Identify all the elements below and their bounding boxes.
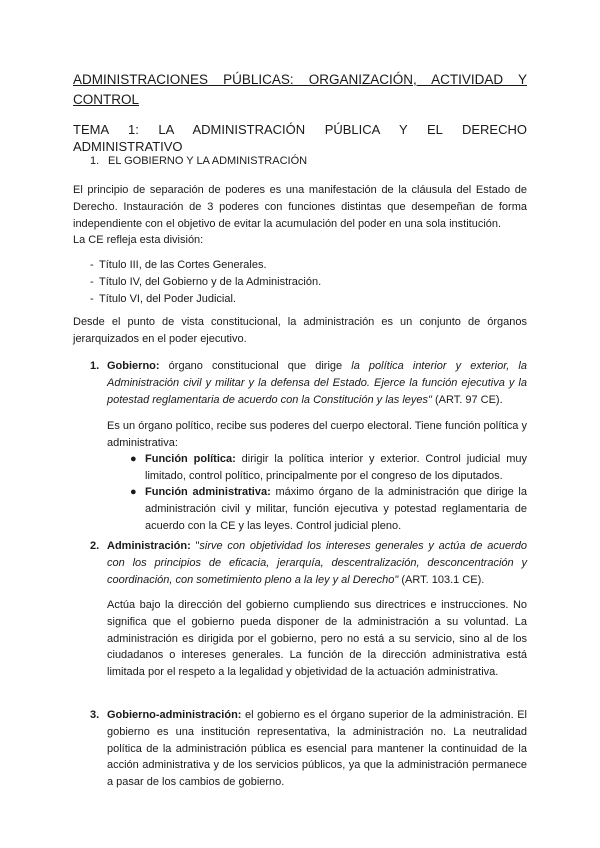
item-gobierno — [90, 358, 527, 408]
bullet-label: Función política: — [145, 453, 236, 465]
item-ref: (ART. 103.1 CE). — [398, 573, 485, 586]
bullet-text: máximo órgano de la administración que dirige la administración civil y militar, función ejecutiva y potestad reglamentaria de acuerdo con la CE y las leyes. Control judicial pleno. — [145, 486, 527, 532]
item-text: el gobierno es el órgano superior de la administración. El gobierno es una institución representativa, la administración no. La neutralidad política de la administración pública es esencial para mantener la continuidad de la acción administrativa y de los servicios públicos, ya que la administración permanece a pasar de los cambios de gobierno. — [107, 709, 527, 789]
section-heading — [90, 153, 544, 170]
item-quote: sirve con objetividad los intereses generales y actúa de acuerdo con los principios de eficacia, jerarquía, descentralización, desconcentración y coordinación, con sometimiento pleno a la ley y al Derecho" — [107, 540, 527, 586]
list-item: - Título VI, del Poder Judicial. — [73, 291, 527, 308]
bullet-funcion-administrativa — [130, 484, 527, 534]
item-label: Gobierno: — [107, 360, 160, 372]
section-number: 1. — [90, 155, 100, 167]
tema-heading: TEMA 1: LA ADMINISTRACIÓN PÚBLICA Y EL DERECHO ADMINISTRATIVO — [73, 122, 527, 154]
item-gobierno-administracion — [90, 707, 527, 791]
bullet-icon: ● — [130, 453, 137, 465]
intro-paragraph-2: La CE refleja esta división: — [73, 234, 204, 246]
section-title: EL GOBIERNO Y LA ADMINISTRACIÓN — [108, 155, 308, 167]
item-number: 1. — [90, 360, 100, 372]
desde-paragraph: Desde el punto de vista constitucional, la administración es un conjunto de órganos jerarquizados en el poder ejecutivo. — [73, 316, 527, 345]
bullet-icon: ● — [130, 486, 137, 498]
list-item: - Título IV, del Gobierno y de la Administración. — [73, 274, 527, 291]
list-item: - Título III, de las Cortes Generales. — [73, 257, 527, 274]
item-quote: la política interior y exterior, la Administración civil y militar y la defensa del Estado. Ejerce la función ejecutiva y la potestad reglamentaria de acuerdo con la Constitución y las leyes" — [107, 360, 527, 406]
bullet-text: dirigir la política interior y exterior. Control judicial muy limitado, control político, principalmente por el congreso de los diputados. — [145, 453, 528, 482]
item-number: 3. — [90, 709, 100, 721]
bullet-funcion-politica — [130, 451, 527, 485]
administracion-paragraph: Actúa bajo la dirección del gobierno cumpliendo sus directrices e instrucciones. No significa que el gobierno pueda disponer de la administración a su voluntad. La administración es dirigida por el gobierno, pero no está a su servicio, sino al de los ciudadanos o intereses generales. La función de la dirección administrativa está limitada por el respeto a la legalidad y objetividad de la actuación administrativa. — [107, 599, 527, 679]
titulos-list — [73, 257, 527, 307]
bullet-label: Función administrativa: — [145, 486, 271, 498]
item-number: 2. — [90, 540, 100, 552]
item-label: Gobierno-administración: — [107, 709, 242, 721]
gobierno-paragraph: Es un órgano político, recibe sus poderes del cuerpo electoral. Tiene función política y administrativa: — [107, 420, 527, 449]
item-text: órgano constitucional que dirige — [159, 360, 352, 372]
intro-paragraph: El principio de separación de poderes es una manifestación de la cláusula del Estado de Derecho. Instauración de 3 poderes con funciones distintas que desempeñan de forma independiente con el objetivo de evitar la acumulación del poder en una sola institución. — [73, 184, 527, 230]
document-title: ADMINISTRACIONES PÚBLICAS: ORGANIZACIÓN, ACTIVIDAD Y CONTROL — [73, 72, 527, 107]
item-administracion — [90, 538, 527, 588]
item-text: " — [190, 540, 200, 552]
item-label: Administración: — [107, 540, 191, 552]
item-ref: (ART. 97 CE). — [431, 393, 503, 406]
